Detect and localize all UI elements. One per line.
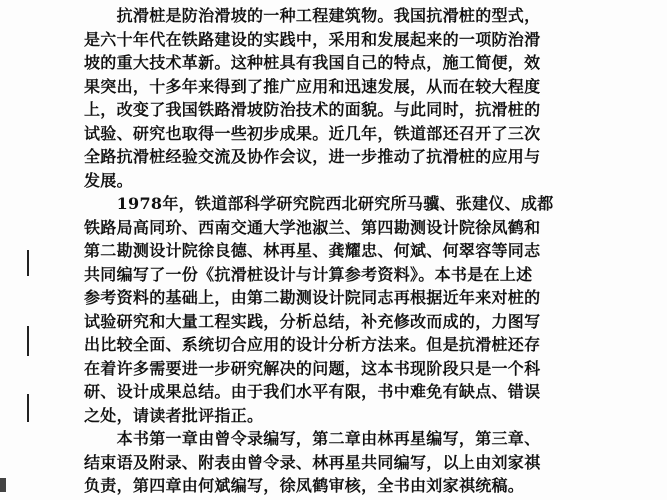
- text-line: 共同编写了一份《抗滑桩设计与计算参考资料》。本书是在上述: [84, 264, 533, 284]
- text-line: 研、设计成果总结。由于我们水平有限，书中难免有缺点、错误: [84, 382, 541, 401]
- margin-bar: [27, 326, 29, 356]
- text-line: 是六十年代在铁路建设的实践中，采用和发展起来的一项防治滑: [84, 29, 541, 49]
- margin-bar: [27, 250, 29, 276]
- text-line: 在着许多需要进一步研究解决的问题，这本书现阶段只是一个科: [84, 358, 541, 378]
- margin-bar: [27, 394, 29, 422]
- text-line: 试验研究和大量工程实践，分析总结，补充修改而成的，力图写: [84, 311, 541, 331]
- text-line: 负责，第四章由何斌编写，徐凤鹤审核，全书由刘家祺统稿。: [84, 476, 525, 495]
- text-line: 第二勘测设计院徐良德、林再星、龚耀忠、何斌、何翠容等同志: [84, 241, 541, 260]
- text-line: 结束语及附录、附表由曾令录、林再星共同编写，以上由刘家祺: [84, 452, 541, 472]
- text-line: 之处，请读者批评指正。: [84, 405, 264, 425]
- text-line: 果突出，十多年来得到了推广应用和迅速发展，从而在较大程度: [84, 76, 541, 96]
- text-line: 1978年，铁道部科学研究院西北研究所马骥、张建仪、成都: [84, 194, 554, 213]
- text-line: 抗滑桩是防治滑坡的一种工程建筑物。我国抗滑桩的型式，: [84, 6, 541, 25]
- body-text: [84, 4, 619, 498]
- text-line: 本书第一章由曾令录编写，第二章由林再星编写，第三章、: [84, 429, 541, 448]
- text-line: 出比较全面、系统切合应用的设计分析方法来。但是抗滑桩还存: [84, 335, 541, 354]
- scan-edge-mark: [0, 478, 6, 492]
- text-line: 全路抗滑桩经验交流及协作会议，进一步推动了抗滑桩的应用与: [84, 147, 541, 166]
- text-line: 坡的重大技术革新。这种桩具有我国自己的特点，施工简便，效: [84, 53, 541, 72]
- text-line: 试验、研究也取得一些初步成果。近几年，铁道部还召开了三次: [84, 123, 541, 143]
- text-line: 参考资料的基础上，由第二勘测设计院同志再根据近年来对桩的: [84, 288, 541, 307]
- text-line: 发展。: [84, 170, 133, 190]
- text-line: 上，改变了我国铁路滑坡防治技术的面貌。与此同时，抗滑桩的: [84, 100, 541, 119]
- text-line: 铁路局高同玠、西南交通大学池淑兰、第四勘测设计院徐凤鹤和: [84, 217, 541, 237]
